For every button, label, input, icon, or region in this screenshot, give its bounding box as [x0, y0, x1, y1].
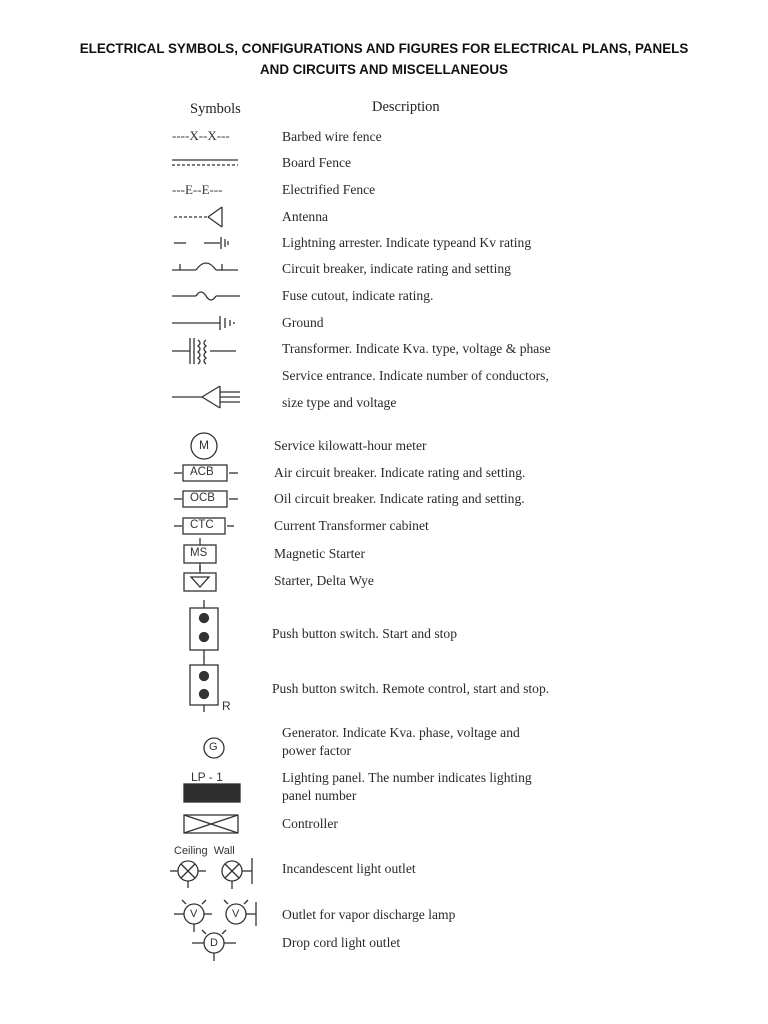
- generator-symbol-text: G: [209, 741, 218, 753]
- push-button-start-stop-symbol: [190, 600, 218, 658]
- desc-lighting-panel-2: panel number: [282, 788, 357, 803]
- title-line-2: AND CIRCUITS AND MISCELLANEOUS: [260, 62, 508, 77]
- desc-ctc: Current Transformer cabinet: [274, 518, 429, 533]
- desc-antenna: Antenna: [282, 209, 329, 224]
- fuse-cutout-symbol: [172, 292, 240, 300]
- desc-acb: Air circuit breaker. Indicate rating and setting.: [274, 465, 526, 480]
- service-entrance-symbol: [172, 386, 240, 408]
- symbols-column-header: Symbols: [190, 101, 241, 117]
- desc-controller: Controller: [282, 816, 338, 831]
- vapor-discharge-wall-symbol: [224, 900, 256, 926]
- board-fence-symbol: [172, 160, 238, 165]
- antenna-symbol: [174, 207, 222, 227]
- incandescent-ceiling-symbol: [170, 861, 206, 888]
- desc-generator-2: power factor: [282, 743, 352, 758]
- desc-circuit-breaker: Circuit breaker, indicate rating and setting: [282, 261, 511, 276]
- circuit-breaker-symbol: [172, 263, 238, 270]
- desc-magnetic-starter: Magnetic Starter: [274, 546, 365, 561]
- controller-symbol: [184, 815, 238, 833]
- incandescent-wall-symbol: [222, 858, 252, 889]
- lighting-panel-symbol-text: LP - 1: [191, 770, 223, 784]
- desc-board-fence: Board Fence: [282, 155, 352, 170]
- transformer-symbol: [172, 338, 236, 364]
- ceiling-wall-symbol-text: Ceiling Wall: [174, 845, 235, 857]
- desc-electrified-fence: Electrified Fence: [282, 182, 376, 197]
- desc-ocb: Oil circuit breaker. Indicate rating and setting.: [274, 491, 525, 506]
- desc-incandescent-light-outlet: Incandescent light outlet: [282, 861, 416, 876]
- drop-cord-symbol-text: D: [210, 937, 218, 949]
- desc-push-button-start-stop: Push button switch. Start and stop: [272, 626, 458, 641]
- acb-symbol-text: ACB: [190, 466, 214, 478]
- lighting-panel-symbol: [184, 784, 240, 802]
- barbed-wire-symbol-text: ----X--X---: [172, 128, 230, 143]
- push-button-remote-symbol: [190, 657, 218, 712]
- electrified-fence-symbol-text: ---E--E---: [172, 182, 223, 197]
- remote-r-symbol-text: R: [222, 699, 231, 713]
- title-line-1: ELECTRICAL SYMBOLS, CONFIGURATIONS AND FIGURES FOR ELECTRICAL PLANS, PANELS: [79, 41, 689, 56]
- desc-barbed-wire-fence: Barbed wire fence: [282, 129, 382, 144]
- desc-lighting-panel-1: Lighting panel. The number indicates lighting: [282, 770, 532, 785]
- starter-delta-wye-symbol: [184, 566, 216, 591]
- ctc-symbol-text: CTC: [190, 519, 214, 531]
- desc-lightning-arrester: Lightning arrester. Indicate typeand Kv rating: [282, 235, 532, 250]
- desc-service-entrance-2: size type and voltage: [282, 395, 397, 410]
- desc-drop-cord-light-outlet: Drop cord light outlet: [282, 935, 401, 950]
- desc-vapor-discharge-outlet: Outlet for vapor discharge lamp: [282, 907, 456, 922]
- desc-ground: Ground: [282, 315, 324, 330]
- ocb-symbol-text: OCB: [190, 492, 215, 504]
- lightning-arrester-symbol: [174, 237, 228, 249]
- desc-service-entrance-1: Service entrance. Indicate number of conductors,: [282, 368, 549, 383]
- ms-symbol-text: MS: [190, 547, 208, 559]
- ground-symbol: [172, 316, 234, 330]
- desc-kwh-meter: Service kilowatt-hour meter: [274, 438, 427, 453]
- vapor-wall-symbol-text: V: [232, 908, 240, 920]
- kwh-meter-symbol-text: M: [199, 438, 209, 452]
- desc-generator-1: Generator. Indicate Kva. phase, voltage and: [282, 725, 520, 740]
- desc-starter-delta-wye: Starter, Delta Wye: [274, 573, 374, 588]
- desc-push-button-remote: Push button switch. Remote control, start and stop.: [272, 681, 550, 696]
- desc-fuse-cutout: Fuse cutout, indicate rating.: [282, 288, 434, 303]
- description-column-header: Description: [372, 99, 440, 115]
- desc-transformer: Transformer. Indicate Kva. type, voltage & phase: [282, 341, 551, 356]
- vapor-ceiling-symbol-text: V: [190, 908, 198, 920]
